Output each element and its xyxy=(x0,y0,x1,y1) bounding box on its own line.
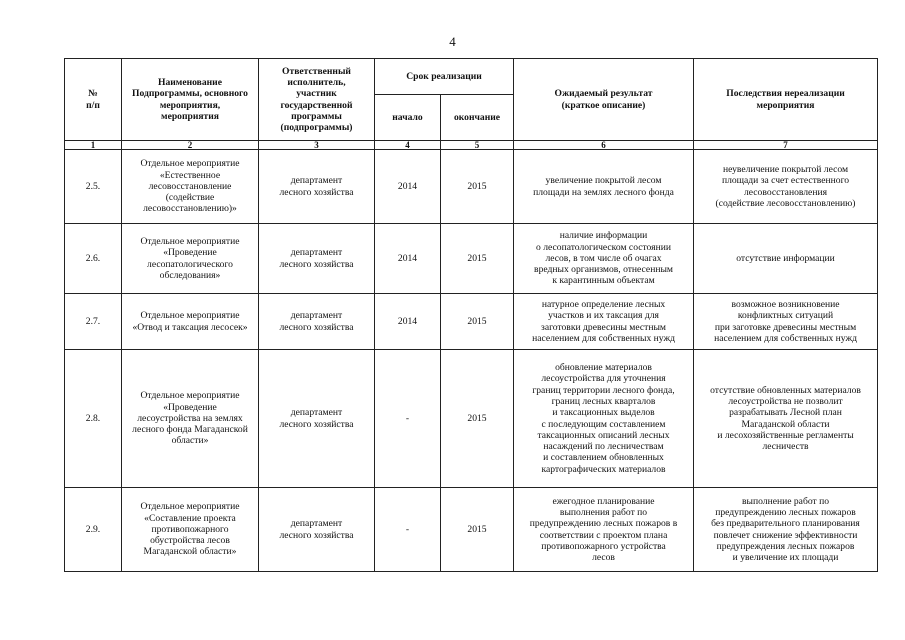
row-result: наличие информации о лесопатологическом состоянии лесов, в том числе об очагах вредных организмов, отнесенным к карантинным объектам xyxy=(514,224,694,294)
row-start: 2014 xyxy=(375,150,441,224)
column-number: 6 xyxy=(514,141,694,150)
header-start: начало xyxy=(375,95,441,141)
table-row xyxy=(65,488,878,572)
row-name: Отдельное мероприятие «Естественное лесовосстановление (содействие лесовосстановлению)» xyxy=(122,150,259,224)
row-end: 2015 xyxy=(441,294,514,350)
table-row xyxy=(65,150,878,224)
column-number: 2 xyxy=(122,141,259,150)
row-name: Отдельное мероприятие «Составление проекта противопожарного обустройства лесов Магаданской области» xyxy=(122,488,259,572)
row-result: натурное определение лесных участков и их таксация для заготовки древесины местным населением для собственных нужд xyxy=(514,294,694,350)
row-name: Отдельное мероприятие «Проведение лесопатологического обследования» xyxy=(122,224,259,294)
row-executor: департамент лесного хозяйства xyxy=(259,350,375,488)
row-start: 2014 xyxy=(375,224,441,294)
column-number: 7 xyxy=(694,141,878,150)
table-row xyxy=(65,294,878,350)
header-consequence: Последствия нереализации мероприятия xyxy=(694,59,878,141)
row-consequence: отсутствие информации xyxy=(694,224,878,294)
row-end: 2015 xyxy=(441,150,514,224)
row-name: Отдельное мероприятие «Проведение лесоустройства на землях лесного фонда Магаданской области» xyxy=(122,350,259,488)
row-name: Отдельное мероприятие «Отвод и таксация лесосек» xyxy=(122,294,259,350)
program-table xyxy=(64,58,878,572)
row-result: ежегодное планирование выполнения работ по предупреждению лесных пожаров в соответствии с проектом плана противопожарного устройства лесов xyxy=(514,488,694,572)
row-consequence: возможное возникновение конфликтных ситуаций при заготовке древесины местным населением для собственных нужд xyxy=(694,294,878,350)
row-result: обновление материалов лесоустройства для уточнения границ территории лесного фонда, границ лесных кварталов и таксационных выделов с последующим составлением таксационных описаний лесных насаждений по лесничествам и составлением обновленных картографических материалов xyxy=(514,350,694,488)
row-consequence: неувеличение покрытой лесом площади за счет естественного лесовосстановления (содействие лесовосстановлению) xyxy=(694,150,878,224)
row-executor: департамент лесного хозяйства xyxy=(259,488,375,572)
table-row xyxy=(65,224,878,294)
row-num: 2.5. xyxy=(65,150,122,224)
row-start: - xyxy=(375,350,441,488)
row-executor: департамент лесного хозяйства xyxy=(259,224,375,294)
column-number: 1 xyxy=(65,141,122,150)
header-name: Наименование Подпрограммы, основного мероприятия, мероприятия xyxy=(122,59,259,141)
row-num: 2.9. xyxy=(65,488,122,572)
header-num: № п/п xyxy=(65,59,122,141)
column-number: 3 xyxy=(259,141,375,150)
header-end: окончание xyxy=(441,95,514,141)
row-consequence: выполнение работ по предупреждению лесных пожаров без предварительного планирования повлечет снижение эффективности предупреждения лесных пожаров и увеличение их площади xyxy=(694,488,878,572)
row-executor: департамент лесного хозяйства xyxy=(259,294,375,350)
row-consequence: отсутствие обновленных материалов лесоустройства не позволит разрабатывать Лесной план Магаданской области и лесохозяйственные регламенты лесничеств xyxy=(694,350,878,488)
row-num: 2.6. xyxy=(65,224,122,294)
row-executor: департамент лесного хозяйства xyxy=(259,150,375,224)
row-start: - xyxy=(375,488,441,572)
row-num: 2.7. xyxy=(65,294,122,350)
row-end: 2015 xyxy=(441,224,514,294)
header-period: Срок реализации xyxy=(375,59,514,95)
column-number: 4 xyxy=(375,141,441,150)
row-end: 2015 xyxy=(441,350,514,488)
row-num: 2.8. xyxy=(65,350,122,488)
header-executor: Ответственный исполнитель, участник государственной программы (подпрограммы) xyxy=(259,59,375,141)
table-row xyxy=(65,350,878,488)
row-start: 2014 xyxy=(375,294,441,350)
page-number: 4 xyxy=(449,34,456,49)
row-end: 2015 xyxy=(441,488,514,572)
row-result: увеличение покрытой лесом площади на землях лесного фонда xyxy=(514,150,694,224)
header-result: Ожидаемый результат (краткое описание) xyxy=(514,59,694,141)
column-numbers-row xyxy=(65,141,878,150)
column-number: 5 xyxy=(441,141,514,150)
